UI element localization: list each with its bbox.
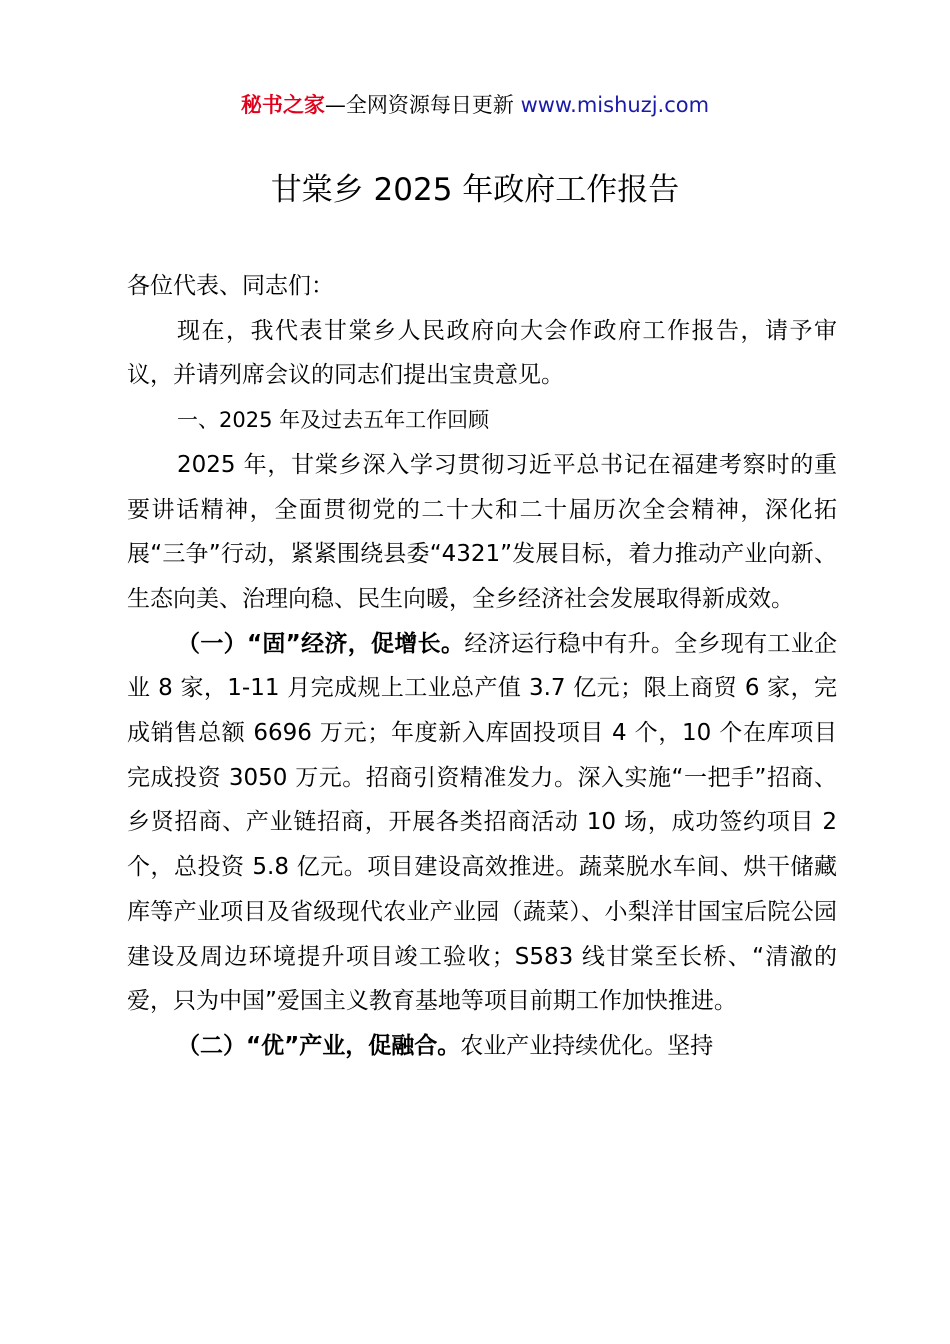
site-url-link[interactable]: www.mishuzj.com	[520, 93, 710, 117]
item1-text: 经济运行稳中有升。全乡现有工业企业 8 家，1-11 月完成规上工业总产值 3.7 亿元；限上商贸 6 家，完成销售总额 6696 万元；年度新入库固投项目 4 个，10 个在库项目完成投资 3050 万元。招商引资精准发力。深入实施“一把手”招商、乡贤招商、产业链招商，开展各类招商活动 10 场，成功签约项目 2 个，总投资 5.8 亿元。项目建设高效推进。蔬菜脱水车间、烘干储藏库等产业项目及省级现代农业产业园（蔬菜）、小梨洋甘国宝后院公园建设及周边环境提升项目竣工验收；S583 线甘棠至长桥、“清澈的爱，只为中国”爱国主义教育基地等项目前期工作加快推进。	[127, 630, 838, 1015]
item2-heading: （二）“优”产业，促融合。	[177, 1032, 461, 1059]
site-brand: 秘书之家	[240, 93, 325, 117]
site-slogan: —全网资源每日更新	[324, 93, 521, 117]
overview-paragraph: 2025 年，甘棠乡深入学习贯彻习近平总书记在福建考察时的重要讲话精神，全面贯彻党的二十大和二十届历次全会精神，深化拓展“三争”行动，紧紧围绕县委“4321”发展目标，着力推动产业向新、生态向美、治理向稳、民生向暖，全乡经济社会发展取得新成效。	[127, 451, 837, 612]
item2-text: 农业产业持续优化。坚持	[460, 1032, 714, 1059]
site-header	[0, 88, 950, 122]
section-heading: 一、2025 年及过去五年工作回顾	[177, 408, 490, 433]
salutation: 各位代表、同志们：	[127, 273, 334, 299]
item2-paragraph	[127, 1024, 837, 1069]
document-body	[127, 264, 837, 1069]
intro-paragraph: 现在，我代表甘棠乡人民政府向大会作政府工作报告，请予审议，并请列席会议的同志们提出宝贵意见。	[127, 317, 837, 389]
document-title: 甘棠乡 2025 年政府工作报告	[270, 172, 680, 208]
item1-heading: （一）“固”经济，促增长。	[177, 630, 465, 657]
item1-paragraph	[127, 622, 837, 1024]
